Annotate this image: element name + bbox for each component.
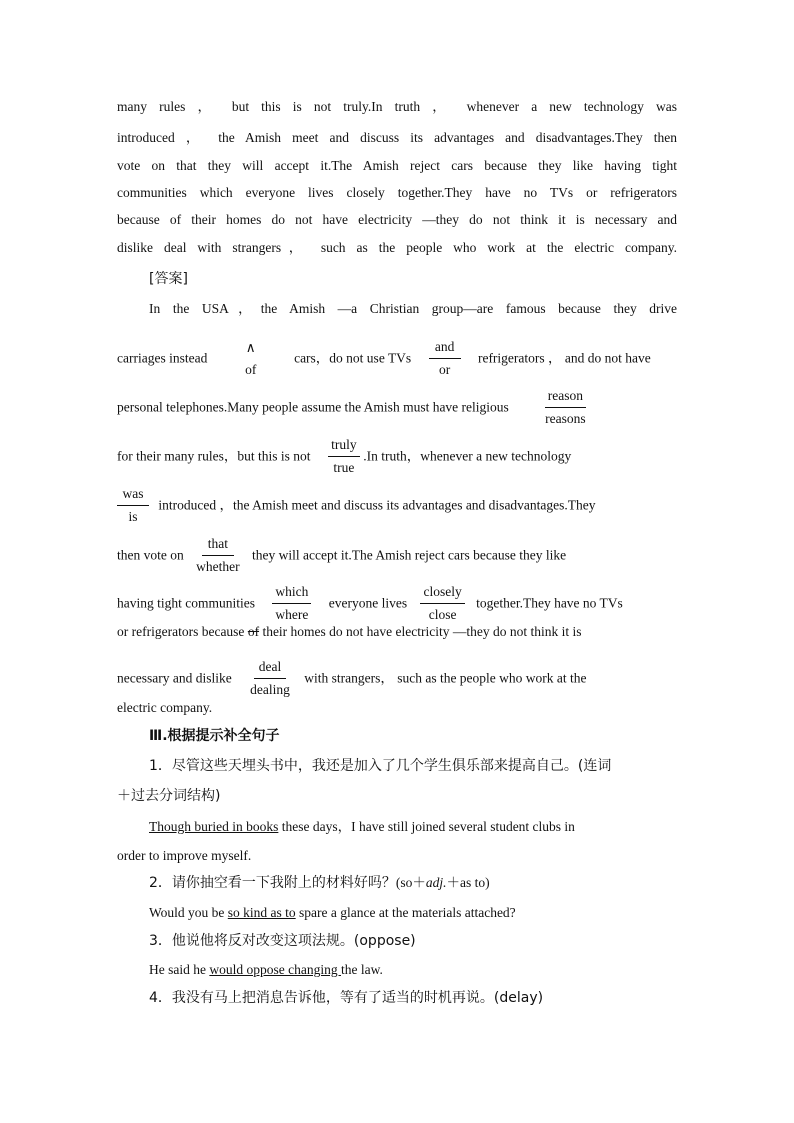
passage-line-1: many rules ， but this is not truly.In truth ， whenever a new technology was <box>117 99 677 114</box>
q4-chinese: 4．我没有马上把消息告诉他，等有了适当的时机再说。(delay) <box>149 990 544 1006</box>
answer-text: cars，do not use TVs <box>294 350 412 366</box>
correction-bottom: close <box>428 607 457 622</box>
answer-text: then vote on <box>117 547 184 563</box>
q2-answer-text: Would you be <box>149 905 228 920</box>
q3-filled-answer: would oppose changing <box>209 962 341 977</box>
q2-filled-answer: so kind as to <box>227 905 296 920</box>
answer-text: with strangers， such as the people who work at the <box>304 670 587 686</box>
q2-chinese: 2．请你抽空看一下我附上的材料好吗？ <box>149 875 396 891</box>
answer-line-6 <box>117 536 677 574</box>
answer-line-8 <box>117 623 677 641</box>
correction-bottom: where <box>275 607 309 622</box>
q2-hint-adj: adj. <box>425 875 447 890</box>
answer-text: having tight communities <box>117 595 255 611</box>
correction-fraction <box>193 536 242 575</box>
correction-top: deal <box>254 659 286 679</box>
q3-chinese: 3．他说他将反对改变这项法规。(oppose) <box>149 933 416 949</box>
answer-line-7 <box>117 584 677 622</box>
answer-text: together.They have no TVs <box>476 595 623 611</box>
correction-bottom: is <box>128 509 138 524</box>
correction-top: truly <box>328 437 360 457</box>
correction-bottom: reasons <box>545 411 586 426</box>
answer-line-2 <box>117 339 677 377</box>
correction-fraction <box>328 437 360 476</box>
correction-bottom: of <box>245 361 257 377</box>
deleted-word: of <box>247 624 260 639</box>
correction-top: that <box>202 536 234 556</box>
q2-answer-text: spare a glance at the materials attached? <box>295 905 516 920</box>
section-heading: Ⅲ.根据提示补全句子 <box>149 728 280 744</box>
answer-text: they will accept it.The Amish reject cars because they like <box>251 547 567 563</box>
answer-text: their homes do not have electricity —they do not think it is <box>262 624 582 639</box>
answer-heading: [答案] <box>149 271 188 287</box>
q1-filled-answer: Though buried in books <box>149 819 279 834</box>
answer-text: personal telephones.Many people assume the Amish must have religious <box>117 399 509 415</box>
correction-fraction <box>420 584 464 623</box>
answer-text: for their many rules，but this is not <box>117 448 311 464</box>
passage-line-5: because of their homes do not have electricity —they do not think it is necessary and <box>117 212 677 227</box>
answer-text: or refrigerators because <box>117 624 245 639</box>
answer-line-4 <box>117 437 677 475</box>
passage-line-4: communities which everyone lives closely together.They have no TVs or refrigerators <box>117 185 677 200</box>
passage-line-2: introduced ， the Amish meet and discuss its advantages and disadvantages.They then <box>117 130 677 145</box>
answer-line-3 <box>117 388 677 426</box>
correction-top: ∧ <box>245 339 256 355</box>
q2-answer <box>149 904 677 922</box>
answer-text: introduced ，the Amish meet and discuss its advantages and disadvantages.They <box>158 497 596 513</box>
correction-top: was <box>117 486 149 506</box>
correction-fraction <box>542 388 589 427</box>
correction-fraction <box>235 340 267 378</box>
answer-line-9 <box>117 659 677 697</box>
answer-text: carriages instead <box>117 350 208 366</box>
q2-hint: ＋as to) <box>446 875 490 890</box>
correction-fraction <box>117 486 149 525</box>
passage-line-6: dislike deal with strangers， such as the people who work at the electric company. <box>117 240 677 255</box>
correction-top: closely <box>420 584 464 604</box>
answer-text: necessary and dislike <box>117 670 232 686</box>
q1-answer <box>149 818 677 836</box>
q2-hint: (so＋ <box>395 875 426 890</box>
q3-answer-text: the law. <box>340 962 383 977</box>
correction-bottom: or <box>438 362 451 377</box>
q3-answer <box>149 961 677 979</box>
q3-answer-text: He said he <box>149 962 210 977</box>
q1-chinese-cont: ＋过去分词结构) <box>117 788 221 804</box>
correction-top: and <box>429 339 461 359</box>
answer-line-10: electric company. <box>117 700 213 715</box>
answer-line-5 <box>117 486 677 524</box>
answer-text: refrigerators ， and do not have <box>477 350 651 366</box>
q1-chinese: 1．尽管这些天埋头书中，我还是加入了几个学生俱乐部来提高自己。(连词 <box>149 758 612 774</box>
answer-text: everyone lives <box>328 595 408 611</box>
correction-bottom: dealing <box>250 682 290 697</box>
q2-prompt <box>149 874 677 892</box>
answer-line-1: In the USA，the Amish —a Christian group—are famous because they drive <box>149 301 677 316</box>
correction-bottom: true <box>333 460 355 475</box>
correction-fraction <box>429 339 461 378</box>
correction-top: reason <box>545 388 586 408</box>
correction-fraction <box>272 584 311 623</box>
correction-top: which <box>272 584 311 604</box>
answer-text: .In truth，whenever a new technology <box>363 448 572 464</box>
correction-bottom: whether <box>196 559 240 574</box>
correction-fraction <box>247 659 293 698</box>
q1-answer-cont: order to improve myself. <box>117 848 252 863</box>
passage-line-3: vote on that they will accept it.The Amish reject cars because they like having tight <box>117 158 677 173</box>
q1-answer-text: these days，I have still joined several student clubs in <box>278 819 575 834</box>
